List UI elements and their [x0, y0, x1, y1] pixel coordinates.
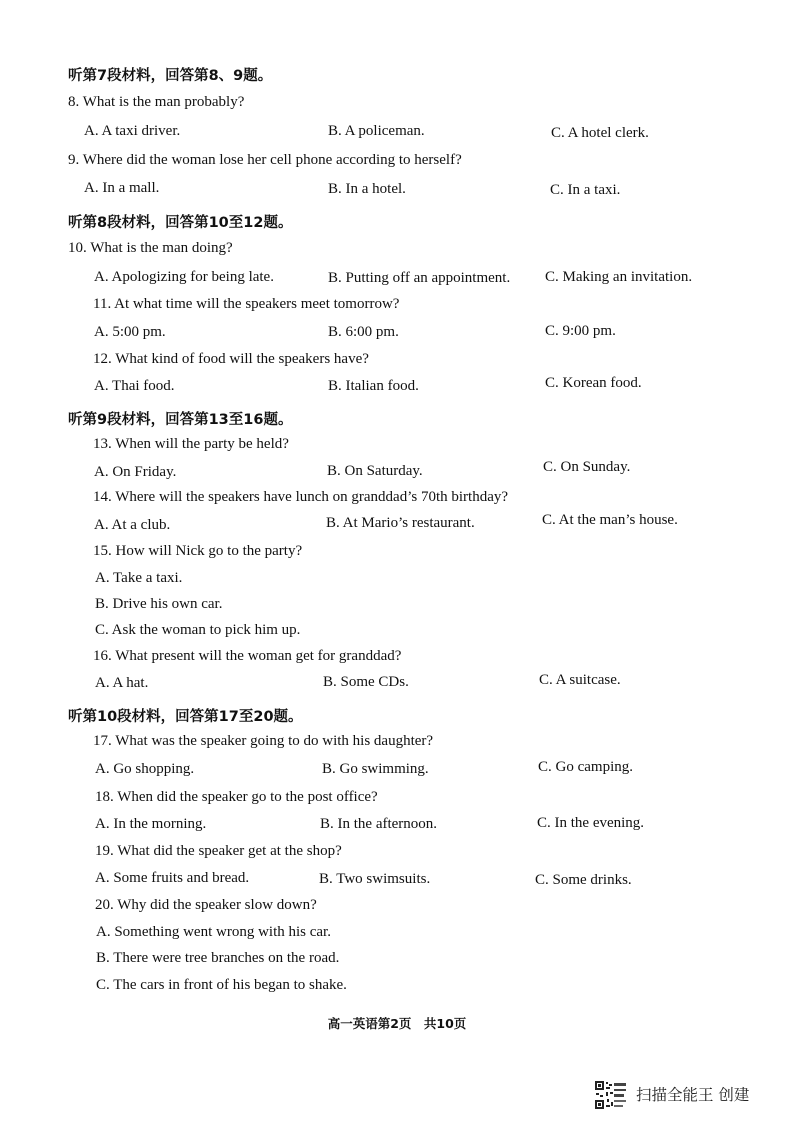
question-stem: 9. Where did the woman lose her cell phone according to herself? — [68, 152, 462, 168]
question-stem: 11. At what time will the speakers meet tomorrow? — [93, 296, 400, 312]
option-a: A. A taxi driver. — [84, 123, 181, 139]
question-stem: 8. What is the man probably? — [68, 94, 245, 110]
option-b: B. In a hotel. — [328, 181, 406, 197]
option-a: A. Some fruits and bread. — [95, 870, 250, 886]
question-stem: 19. What did the speaker get at the shop? — [95, 843, 342, 859]
option-c: C. In a taxi. — [550, 182, 621, 198]
question-stem: 17. What was the speaker going to do with his daughter? — [93, 733, 434, 749]
option-b: B. On Saturday. — [327, 463, 423, 479]
option-a: A. Something went wrong with his car. — [96, 924, 331, 940]
option-a: A. A hat. — [95, 675, 149, 691]
question-stem: 10. What is the man doing? — [68, 240, 233, 256]
option-b: B. In the afternoon. — [320, 816, 438, 832]
option-b: B. At Mario’s restaurant. — [326, 515, 475, 531]
option-c: C. In the evening. — [537, 815, 645, 831]
section-heading: 听第10段材料，回答第17至20题。 — [68, 709, 303, 725]
question-stem: 16. What present will the woman get for granddad? — [93, 648, 402, 664]
section-heading: 听第9段材料，回答第13至16题。 — [68, 412, 293, 428]
option-b: B. There were tree branches on the road. — [96, 950, 340, 966]
option-a: A. Thai food. — [94, 378, 175, 394]
option-a: A. 5:00 pm. — [94, 324, 166, 340]
option-c: C. The cars in front of his began to shake. — [96, 977, 347, 993]
option-c: C. 9:00 pm. — [545, 323, 616, 339]
qr-code-icon — [594, 1080, 628, 1110]
option-c: C. Some drinks. — [535, 872, 632, 888]
question-stem: 13. When will the party be held? — [93, 436, 289, 452]
question-stem: 15. How will Nick go to the party? — [93, 543, 303, 559]
question-stem: 18. When did the speaker go to the post office? — [95, 789, 378, 805]
scanner-watermark — [594, 1080, 784, 1112]
section-heading: 听第7段材料，回答第8、9题。 — [68, 68, 273, 84]
question-stem: 12. What kind of food will the speakers have? — [93, 351, 369, 367]
option-b: B. Two swimsuits. — [319, 871, 431, 887]
option-a: A. In a mall. — [84, 180, 160, 196]
option-a: A. At a club. — [94, 517, 171, 533]
option-c: C. At the man’s house. — [542, 512, 678, 528]
option-c: C. A suitcase. — [539, 672, 621, 688]
option-a: A. In the morning. — [95, 816, 207, 832]
option-b: B. Drive his own car. — [95, 596, 223, 612]
option-b: B. Italian food. — [328, 378, 419, 394]
option-a: A. On Friday. — [94, 464, 177, 480]
option-c: C. On Sunday. — [543, 459, 631, 475]
option-c: C. Go camping. — [538, 759, 633, 775]
option-c: C. Making an invitation. — [545, 269, 693, 285]
option-a: A. Take a taxi. — [95, 570, 183, 586]
option-a: A. Apologizing for being late. — [94, 269, 274, 285]
option-b: B. 6:00 pm. — [328, 324, 399, 340]
option-a: A. Go shopping. — [95, 761, 195, 777]
question-stem: 14. Where will the speakers have lunch on granddad’s 70th birthday? — [93, 489, 509, 505]
option-b: B. Some CDs. — [323, 674, 409, 690]
page-footer: 高一英语第2页 共10页 — [327, 1016, 467, 1031]
option-b: B. Putting off an appointment. — [328, 270, 511, 286]
option-c: C. A hotel clerk. — [551, 125, 649, 141]
option-b: B. A policeman. — [328, 123, 425, 139]
section-heading: 听第8段材料，回答第10至12题。 — [68, 215, 293, 231]
option-c: C. Ask the woman to pick him up. — [95, 622, 301, 638]
option-b: B. Go swimming. — [322, 761, 429, 777]
option-c: C. Korean food. — [545, 375, 642, 391]
scanner-watermark-text: 扫描全能王 创建 — [636, 1086, 750, 1104]
question-stem: 20. Why did the speaker slow down? — [95, 897, 317, 913]
